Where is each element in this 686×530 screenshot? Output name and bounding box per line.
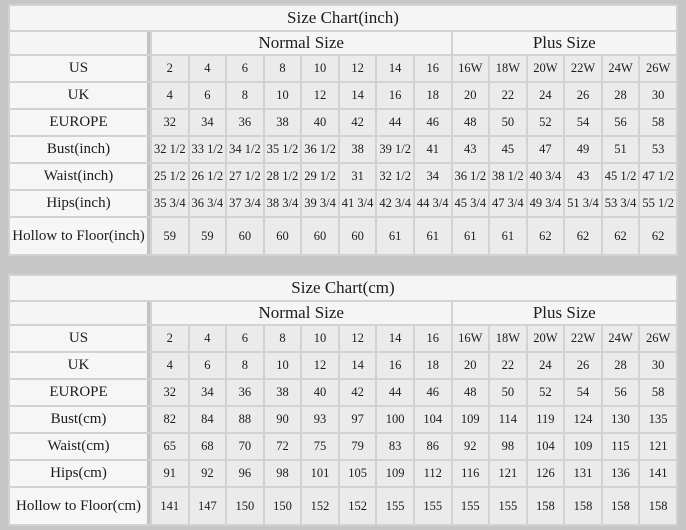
size-value-cell: 2 [152, 326, 188, 351]
size-value-cell: 32 [152, 380, 188, 405]
size-chart-cm [8, 274, 678, 526]
size-chart-inch [8, 4, 678, 256]
size-value-cell: 16W [453, 326, 489, 351]
size-value-cell: 18W [490, 326, 526, 351]
size-value-cell: 12 [340, 56, 376, 81]
size-value-cell: 33 1/2 [190, 137, 226, 162]
size-value-cell: 16W [453, 56, 489, 81]
size-value-cell: 155 [453, 488, 489, 524]
size-value-cell: 54 [565, 110, 601, 135]
size-value-cell: 155 [490, 488, 526, 524]
size-value-cell: 36 1/2 [453, 164, 489, 189]
size-value-cell: 38 [340, 137, 376, 162]
table-row [10, 110, 676, 135]
size-value-cell: 61 [453, 218, 489, 254]
size-value-cell: 34 [190, 110, 226, 135]
size-value-cell: 30 [640, 353, 676, 378]
size-value-cell: 59 [152, 218, 188, 254]
row-label: UK [10, 353, 150, 378]
size-value-cell: 155 [377, 488, 413, 524]
size-value-cell: 42 [340, 110, 376, 135]
size-value-cell: 6 [190, 83, 226, 108]
size-value-cell: 90 [265, 407, 301, 432]
column-group-row [10, 32, 676, 54]
size-value-cell: 141 [152, 488, 188, 524]
table-row [10, 461, 676, 486]
size-value-cell: 10 [265, 353, 301, 378]
size-value-cell: 44 [377, 110, 413, 135]
size-value-cell: 10 [302, 326, 338, 351]
size-value-cell: 20 [453, 353, 489, 378]
size-value-cell: 6 [227, 326, 263, 351]
size-value-cell: 34 1/2 [227, 137, 263, 162]
table-title: Size Chart(inch) [10, 6, 676, 30]
size-value-cell: 48 [453, 380, 489, 405]
size-value-cell: 4 [152, 83, 188, 108]
size-value-cell: 114 [490, 407, 526, 432]
size-value-cell: 61 [415, 218, 451, 254]
size-value-cell: 31 [340, 164, 376, 189]
size-value-cell: 116 [453, 461, 489, 486]
size-value-cell: 52 [528, 380, 564, 405]
size-value-cell: 96 [227, 461, 263, 486]
size-value-cell: 26W [640, 326, 676, 351]
size-value-cell: 60 [302, 218, 338, 254]
size-value-cell: 37 3/4 [227, 191, 263, 216]
size-value-cell: 104 [528, 434, 564, 459]
size-value-cell: 59 [190, 218, 226, 254]
size-value-cell: 29 1/2 [302, 164, 338, 189]
size-value-cell: 34 [190, 380, 226, 405]
size-value-cell: 53 3/4 [603, 191, 639, 216]
size-value-cell: 36 [227, 110, 263, 135]
size-value-cell: 62 [603, 218, 639, 254]
size-value-cell: 51 3/4 [565, 191, 601, 216]
size-value-cell: 52 [528, 110, 564, 135]
size-value-cell: 60 [340, 218, 376, 254]
size-value-cell: 27 1/2 [227, 164, 263, 189]
size-value-cell: 10 [302, 56, 338, 81]
size-value-cell: 41 [415, 137, 451, 162]
size-value-cell: 55 1/2 [640, 191, 676, 216]
size-value-cell: 68 [190, 434, 226, 459]
size-value-cell: 150 [265, 488, 301, 524]
size-value-cell: 18 [415, 83, 451, 108]
size-value-cell: 82 [152, 407, 188, 432]
size-value-cell: 38 1/2 [490, 164, 526, 189]
size-value-cell: 40 [302, 110, 338, 135]
size-value-cell: 38 [265, 380, 301, 405]
size-value-cell: 83 [377, 434, 413, 459]
size-chart-cm-table [8, 274, 678, 526]
size-value-cell: 152 [302, 488, 338, 524]
table-row [10, 434, 676, 459]
size-value-cell: 24 [528, 353, 564, 378]
table-row [10, 326, 676, 351]
table-row [10, 353, 676, 378]
size-value-cell: 62 [565, 218, 601, 254]
size-value-cell: 100 [377, 407, 413, 432]
size-value-cell: 158 [565, 488, 601, 524]
size-value-cell: 93 [302, 407, 338, 432]
size-value-cell: 32 [152, 110, 188, 135]
size-value-cell: 36 [227, 380, 263, 405]
size-value-cell: 46 [415, 110, 451, 135]
row-label: Hips(inch) [10, 191, 150, 216]
size-value-cell: 14 [377, 56, 413, 81]
row-label: EUROPE [10, 110, 150, 135]
size-value-cell: 40 3/4 [528, 164, 564, 189]
size-value-cell: 98 [265, 461, 301, 486]
column-group-plus-size: Plus Size [453, 302, 677, 324]
size-value-cell: 26 1/2 [190, 164, 226, 189]
size-value-cell: 14 [340, 353, 376, 378]
size-value-cell: 8 [227, 83, 263, 108]
size-value-cell: 45 1/2 [603, 164, 639, 189]
size-value-cell: 141 [640, 461, 676, 486]
size-value-cell: 12 [340, 326, 376, 351]
size-value-cell: 49 3/4 [528, 191, 564, 216]
row-label: Hollow to Floor(cm) [10, 488, 150, 524]
size-value-cell: 6 [190, 353, 226, 378]
size-value-cell: 60 [227, 218, 263, 254]
size-value-cell: 53 [640, 137, 676, 162]
size-value-cell: 104 [415, 407, 451, 432]
size-value-cell: 44 3/4 [415, 191, 451, 216]
size-value-cell: 12 [302, 83, 338, 108]
size-value-cell: 22W [565, 56, 601, 81]
size-value-cell: 24W [603, 326, 639, 351]
size-value-cell: 58 [640, 110, 676, 135]
size-value-cell: 121 [640, 434, 676, 459]
size-value-cell: 60 [265, 218, 301, 254]
size-value-cell: 22 [490, 353, 526, 378]
size-value-cell: 32 1/2 [377, 164, 413, 189]
size-value-cell: 124 [565, 407, 601, 432]
size-value-cell: 126 [528, 461, 564, 486]
size-value-cell: 22W [565, 326, 601, 351]
size-value-cell: 24W [603, 56, 639, 81]
size-value-cell: 42 3/4 [377, 191, 413, 216]
size-value-cell: 28 [603, 83, 639, 108]
size-value-cell: 150 [227, 488, 263, 524]
size-value-cell: 6 [227, 56, 263, 81]
size-value-cell: 79 [340, 434, 376, 459]
size-value-cell: 26 [565, 83, 601, 108]
size-value-cell: 14 [377, 326, 413, 351]
size-value-cell: 26 [565, 353, 601, 378]
size-value-cell: 86 [415, 434, 451, 459]
size-value-cell: 4 [152, 353, 188, 378]
size-value-cell: 105 [340, 461, 376, 486]
table-row [10, 191, 676, 216]
size-value-cell: 34 [415, 164, 451, 189]
size-value-cell: 158 [640, 488, 676, 524]
size-value-cell: 152 [340, 488, 376, 524]
size-value-cell: 109 [453, 407, 489, 432]
size-value-cell: 58 [640, 380, 676, 405]
size-value-cell: 115 [603, 434, 639, 459]
corner-cell [10, 32, 150, 54]
size-value-cell: 10 [265, 83, 301, 108]
size-value-cell: 12 [302, 353, 338, 378]
size-value-cell: 91 [152, 461, 188, 486]
column-group-normal-size: Normal Size [152, 302, 451, 324]
size-value-cell: 18W [490, 56, 526, 81]
table-title: Size Chart(cm) [10, 276, 676, 300]
size-value-cell: 56 [603, 110, 639, 135]
size-value-cell: 43 [453, 137, 489, 162]
size-value-cell: 45 3/4 [453, 191, 489, 216]
column-group-normal-size: Normal Size [152, 32, 451, 54]
column-group-plus-size: Plus Size [453, 32, 677, 54]
size-value-cell: 25 1/2 [152, 164, 188, 189]
size-chart-cm-body [10, 326, 676, 524]
table-title-row [10, 6, 676, 30]
row-label: EUROPE [10, 380, 150, 405]
table-row [10, 218, 676, 254]
size-value-cell: 84 [190, 407, 226, 432]
size-value-cell: 47 [528, 137, 564, 162]
table-row [10, 137, 676, 162]
size-value-cell: 130 [603, 407, 639, 432]
size-value-cell: 14 [340, 83, 376, 108]
size-value-cell: 88 [227, 407, 263, 432]
table-row [10, 56, 676, 81]
row-label: Waist(cm) [10, 434, 150, 459]
size-value-cell: 16 [377, 83, 413, 108]
size-value-cell: 109 [565, 434, 601, 459]
size-value-cell: 16 [415, 56, 451, 81]
table-row [10, 488, 676, 524]
size-value-cell: 75 [302, 434, 338, 459]
size-value-cell: 42 [340, 380, 376, 405]
size-value-cell: 20W [528, 56, 564, 81]
size-value-cell: 30 [640, 83, 676, 108]
size-value-cell: 72 [265, 434, 301, 459]
row-label: US [10, 56, 150, 81]
size-value-cell: 98 [490, 434, 526, 459]
size-value-cell: 51 [603, 137, 639, 162]
size-value-cell: 16 [415, 326, 451, 351]
size-value-cell: 41 3/4 [340, 191, 376, 216]
table-row [10, 407, 676, 432]
size-value-cell: 20 [453, 83, 489, 108]
size-value-cell: 101 [302, 461, 338, 486]
size-value-cell: 39 3/4 [302, 191, 338, 216]
row-label: Hips(cm) [10, 461, 150, 486]
size-value-cell: 35 3/4 [152, 191, 188, 216]
size-value-cell: 4 [190, 56, 226, 81]
size-value-cell: 92 [190, 461, 226, 486]
size-value-cell: 61 [377, 218, 413, 254]
size-value-cell: 56 [603, 380, 639, 405]
row-label: Bust(inch) [10, 137, 150, 162]
size-value-cell: 48 [453, 110, 489, 135]
size-value-cell: 70 [227, 434, 263, 459]
size-value-cell: 44 [377, 380, 413, 405]
table-title-row [10, 276, 676, 300]
size-value-cell: 46 [415, 380, 451, 405]
size-value-cell: 28 [603, 353, 639, 378]
size-value-cell: 50 [490, 380, 526, 405]
size-value-cell: 38 3/4 [265, 191, 301, 216]
size-value-cell: 8 [265, 326, 301, 351]
size-value-cell: 135 [640, 407, 676, 432]
size-value-cell: 47 1/2 [640, 164, 676, 189]
size-value-cell: 92 [453, 434, 489, 459]
size-value-cell: 24 [528, 83, 564, 108]
column-group-row [10, 302, 676, 324]
size-value-cell: 136 [603, 461, 639, 486]
size-value-cell: 26W [640, 56, 676, 81]
size-value-cell: 38 [265, 110, 301, 135]
size-value-cell: 2 [152, 56, 188, 81]
size-value-cell: 28 1/2 [265, 164, 301, 189]
size-value-cell: 22 [490, 83, 526, 108]
size-value-cell: 50 [490, 110, 526, 135]
size-value-cell: 119 [528, 407, 564, 432]
size-chart-inch-body [10, 56, 676, 254]
size-value-cell: 121 [490, 461, 526, 486]
row-label: US [10, 326, 150, 351]
size-value-cell: 18 [415, 353, 451, 378]
size-value-cell: 54 [565, 380, 601, 405]
size-value-cell: 8 [227, 353, 263, 378]
size-value-cell: 4 [190, 326, 226, 351]
size-value-cell: 158 [603, 488, 639, 524]
size-value-cell: 109 [377, 461, 413, 486]
row-label: Hollow to Floor(inch) [10, 218, 150, 254]
size-value-cell: 131 [565, 461, 601, 486]
table-row [10, 380, 676, 405]
size-chart-inch-table [8, 4, 678, 256]
size-value-cell: 32 1/2 [152, 137, 188, 162]
corner-cell [10, 302, 150, 324]
size-value-cell: 43 [565, 164, 601, 189]
row-label: Waist(inch) [10, 164, 150, 189]
size-value-cell: 62 [640, 218, 676, 254]
table-row [10, 83, 676, 108]
size-value-cell: 36 3/4 [190, 191, 226, 216]
size-value-cell: 61 [490, 218, 526, 254]
size-value-cell: 158 [528, 488, 564, 524]
size-value-cell: 97 [340, 407, 376, 432]
size-value-cell: 62 [528, 218, 564, 254]
size-value-cell: 20W [528, 326, 564, 351]
size-value-cell: 147 [190, 488, 226, 524]
row-label: UK [10, 83, 150, 108]
size-value-cell: 40 [302, 380, 338, 405]
size-value-cell: 155 [415, 488, 451, 524]
size-value-cell: 35 1/2 [265, 137, 301, 162]
size-value-cell: 39 1/2 [377, 137, 413, 162]
size-value-cell: 112 [415, 461, 451, 486]
row-label: Bust(cm) [10, 407, 150, 432]
size-value-cell: 36 1/2 [302, 137, 338, 162]
size-value-cell: 47 3/4 [490, 191, 526, 216]
table-row [10, 164, 676, 189]
size-value-cell: 8 [265, 56, 301, 81]
size-value-cell: 45 [490, 137, 526, 162]
size-value-cell: 16 [377, 353, 413, 378]
size-value-cell: 49 [565, 137, 601, 162]
size-value-cell: 65 [152, 434, 188, 459]
